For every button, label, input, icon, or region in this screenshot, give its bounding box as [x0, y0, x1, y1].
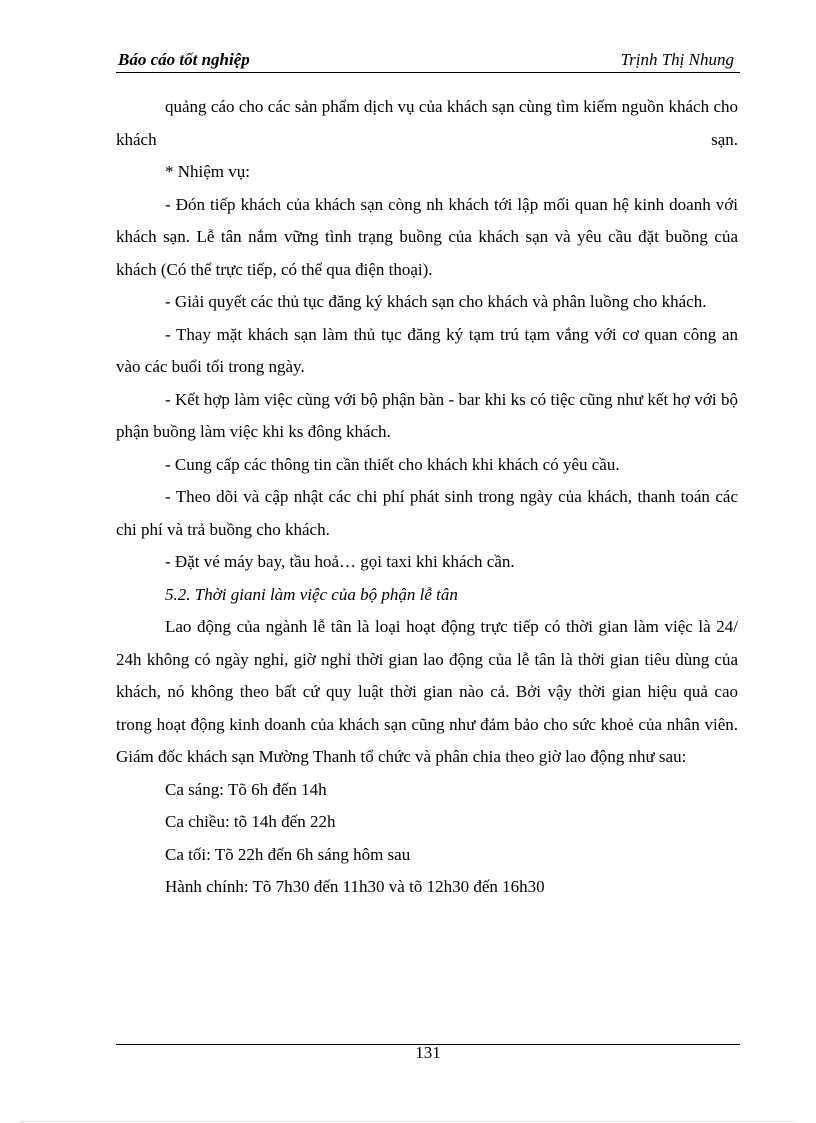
duty-item: - Cung cấp các thông tin cần thiết cho khách khi khách có yêu cầu.: [165, 454, 620, 474]
shift-item: Hành chính: Tõ 7h30 đến 11h30 và tõ 12h30 đến 16h30: [165, 877, 545, 896]
page-number: 131: [415, 1043, 441, 1062]
shift-item: Ca chiều: tõ 14h đến 22h: [165, 812, 336, 831]
duty-item: - Giải quyết các thủ tục đăng ký khách sạn cho khách và phân luồng cho khách.: [165, 292, 707, 311]
page-edge-dotted-line: [20, 1121, 796, 1122]
paragraph-intro: quảng cáo cho các sản phẩm dịch vụ của khách sạn cùng tìm kiếm nguồn khách cho khách sạn.: [116, 97, 738, 149]
header-report-title: Báo cáo tốt nghiệp: [118, 50, 250, 69]
header-author-name: Trịnh Thị Nhung: [620, 50, 734, 69]
duty-item: - Theo dõi và cập nhật các chi phí phát sinh trong ngày của khách, thanh toán các chi phí và trả buồng cho khách.: [116, 487, 738, 539]
duty-item: - Đặt vé máy bay, tầu hoả… gọi taxi khi khách cần.: [165, 552, 515, 571]
page-header: [116, 50, 740, 73]
document-body: [116, 91, 738, 904]
duty-item: - Đón tiếp khách của khách sạn còng nh khách tới lập mối quan hệ kinh doanh với khách sạn. Lễ tân nắm vững tình trạng buồng của khách sạn và yêu cầu đặt buồng của khách (Có thể trực tiếp, có thể qua điện thoại).: [116, 194, 738, 279]
section-heading: 5.2. Thời giani làm việc của bộ phận lễ tân: [165, 584, 458, 604]
shift-item: Ca tối: Tõ 22h đến 6h sáng hôm sau: [165, 844, 411, 864]
shift-item: Ca sáng: Tõ 6h đến 14h: [165, 779, 327, 799]
duty-item: - Kết hợp làm việc cùng với bộ phận bàn - bar khi ks có tiệc cũng như kết hợ với bộ phận buồng làm việc khi ks đông khách.: [116, 389, 738, 441]
duties-heading: * Nhiệm vụ:: [165, 162, 250, 181]
duty-item: - Thay mặt khách sạn làm thủ tục đăng ký tạm trú tạm vắng với cơ quan công an vào các buổi tối trong ngày.: [116, 324, 738, 376]
section-paragraph: Lao động của ngành lễ tân là loại hoạt động trực tiếp có thời gian làm việc là 24/ 24h không có ngày nghỉ, giờ nghỉ thời gian lao động của lễ tân là thời gian tiêu dùng của khách, nó không theo bất cứ quy luật thời gian nào cả. Bởi vậy thời gian hiệu quả cao trong hoạt động kinh doanh của khách sạn cũng như đảm bảo cho sức khoẻ của nhân viên. Giám đốc khách sạn Mường Thanh tổ chức và phân chia theo giờ lao động như sau:: [116, 617, 738, 766]
